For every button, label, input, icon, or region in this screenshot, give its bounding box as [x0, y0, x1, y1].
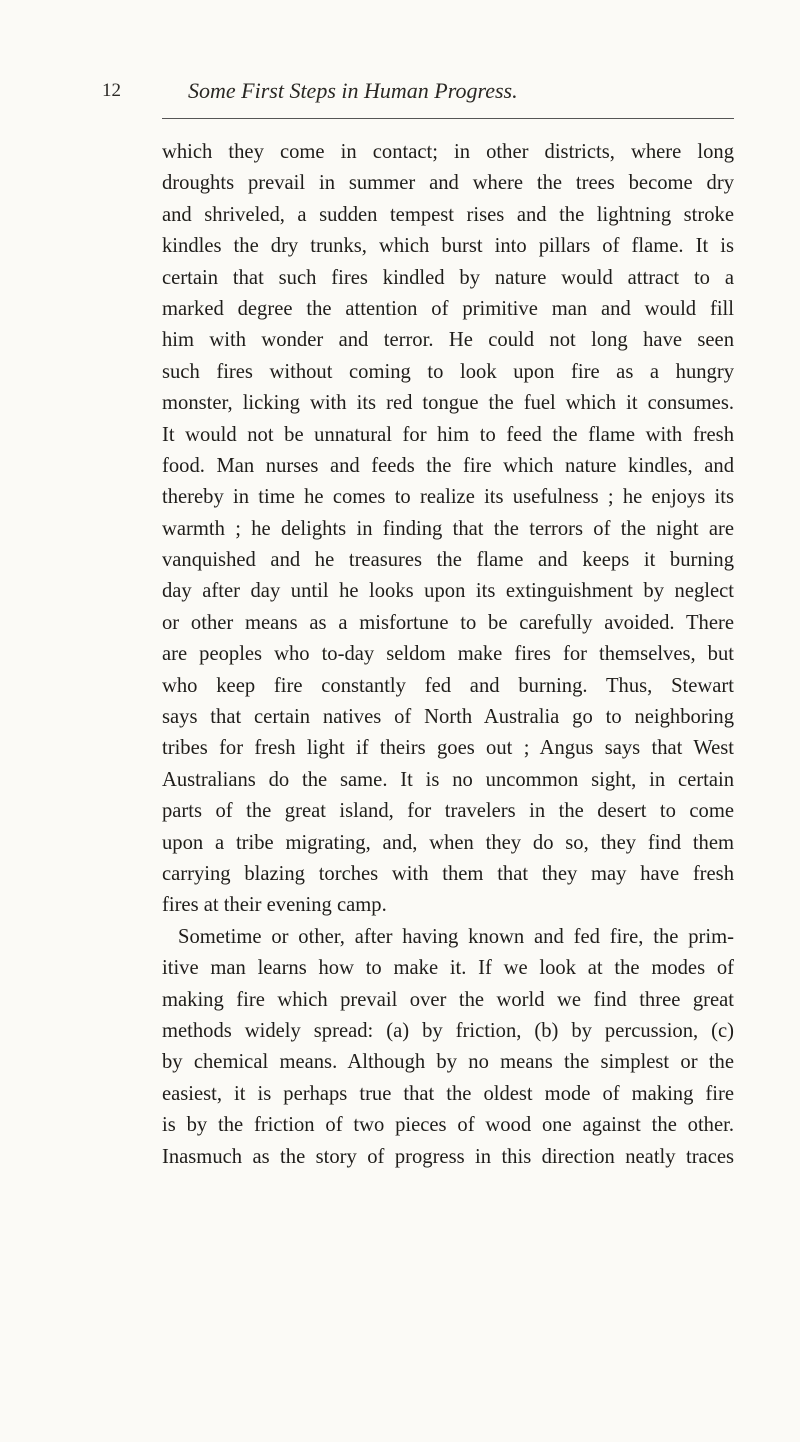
text-line: such fires without coming to look upon fire as a hungry: [162, 360, 734, 383]
text-line: food. Man nurses and feeds the fire which nature kindles, and: [162, 454, 734, 477]
text-line: monster, licking with its red tongue the fuel which it consumes.: [162, 392, 734, 415]
page-header: [102, 76, 730, 106]
text-line: says that certain natives of North Australia go to neighboring: [162, 706, 734, 729]
text-line: tribes for fresh light if theirs goes out ; Angus says that West: [162, 737, 734, 760]
text-line: or other means as a misfortune to be carefully avoided. There: [162, 611, 734, 634]
text-line: itive man learns how to make it. If we look at the modes of: [162, 957, 734, 980]
text-line: which they come in contact; in other districts, where long: [162, 141, 734, 163]
text-line: making fire which prevail over the world we find three great: [162, 988, 734, 1011]
text-line: droughts prevail in summer and where the trees become dry: [162, 172, 734, 195]
text-line: warmth ; he delights in finding that the terrors of the night are: [162, 517, 734, 540]
text-line: vanquished and he treasures the flame and keeps it burning: [162, 549, 734, 572]
text-line: methods widely spread: (a) by friction, (b) by percussion, (c): [162, 1019, 734, 1042]
text-line: carrying blazing torches with them that they may have fresh: [162, 862, 734, 885]
text-line: who keep fire constantly fed and burning. Thus, Stewart: [162, 674, 734, 697]
text-line: and shriveled, a sudden tempest rises and the lightning stroke: [162, 203, 734, 226]
text-line: kindles the dry trunks, which burst into pillars of flame. It is: [162, 235, 734, 258]
text-line: marked degree the attention of primitive man and would fill: [162, 297, 734, 320]
text-line: certain that such fires kindled by nature would attract to a: [162, 266, 734, 289]
text-line: fires at their evening camp.: [162, 894, 387, 917]
text-line: Sometime or other, after having known and fed fire, the prim-: [178, 925, 734, 948]
text-line: parts of the great island, for travelers in the desert to come: [162, 800, 734, 823]
text-line: day after day until he looks upon its extinguishment by neglect: [162, 580, 734, 603]
text-line: by chemical means. Although by no means the simplest or the: [162, 1051, 734, 1074]
text-line: are peoples who to-day seldom make fires for themselves, but: [162, 643, 734, 666]
text-line: It would not be unnatural for him to feed the flame with fresh: [162, 423, 734, 446]
text-line: upon a tribe migrating, and, when they do so, they find them: [162, 831, 734, 854]
text-line: is by the friction of two pieces of wood one against the other.: [162, 1114, 734, 1137]
text-line: Inasmuch as the story of progress in this direction neatly traces: [162, 1145, 734, 1168]
text-line: him with wonder and terror. He could not long have seen: [162, 329, 734, 352]
text-line: easiest, it is perhaps true that the oldest mode of making fire: [162, 1082, 734, 1105]
text-line: Australians do the same. It is no uncommon sight, in certain: [162, 768, 734, 791]
body-text: [162, 137, 734, 1173]
paragraph-2: [162, 922, 734, 1173]
text-line: thereby in time he comes to realize its usefulness ; he enjoys its: [162, 486, 734, 509]
page-number: 12: [102, 80, 121, 101]
header-rule: [162, 118, 734, 119]
paragraph-1: [162, 137, 734, 922]
running-title: Some First Steps in Human Progress.: [188, 78, 518, 103]
